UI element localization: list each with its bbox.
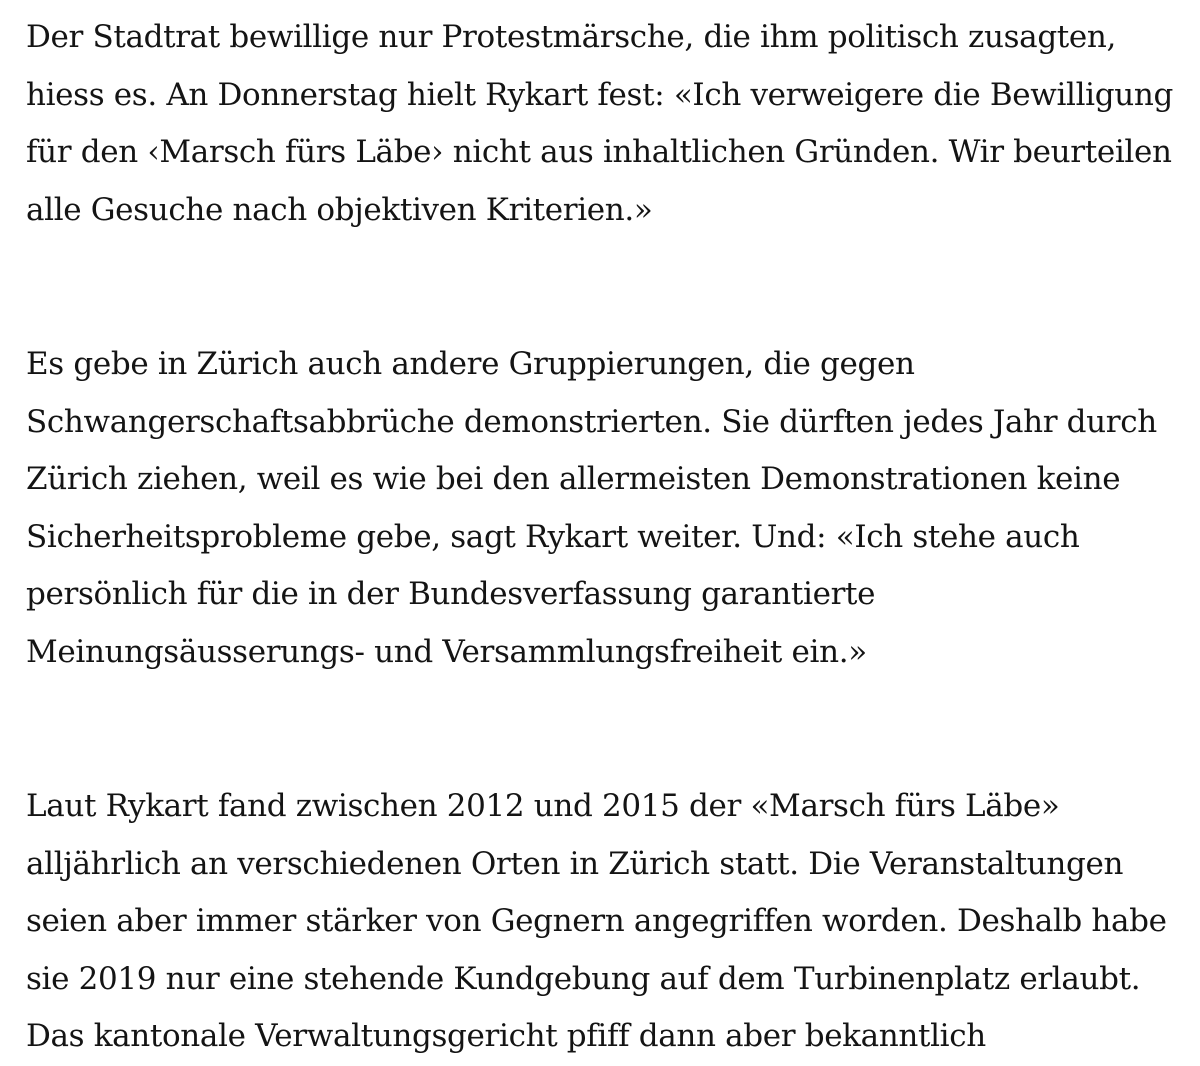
article-paragraph: Es gebe in Zürich auch andere Gruppierungen, die gegen Schwangerschaftsabbrüche demonstrierten. Sie dürften jedes Jahr durch Zürich ziehen, weil es wie bei den allermeisten Demonstrationen keine Sicherheitsprobleme gebe, sagt Rykart weiter. Und: «Ich stehe auch persönlich für die in der Bundesverfassung garantierte Meinungsäusserungs- und Versammlungsfreiheit ein.» (26, 346, 1157, 670)
article-body (26, 9, 1176, 1066)
article-paragraph: Der Stadtrat bewillige nur Protestmärsche, die ihm politisch zusagten, hiess es. An Donnerstag hielt Rykart fest: «Ich verweigere die Bewilligung für den ‹Marsch fürs Läbe› nicht aus inhaltlichen Gründen. Wir beurteilen alle Gesuche nach objektiven Kriterien.» (26, 19, 1173, 228)
article-paragraph: Laut Rykart fand zwischen 2012 und 2015 der «Marsch fürs Läbe» alljährlich an verschiedenen Orten in Zürich statt. Die Veranstaltungen seien aber immer stärker von Gegnern angegriffen worden. Deshalb habe sie 2019 nur eine stehende Kundgebung auf dem Turbinenplatz erlaubt. Das kantonale Verwaltungsgericht pfiff dann aber bekanntlich (26, 788, 1167, 1054)
